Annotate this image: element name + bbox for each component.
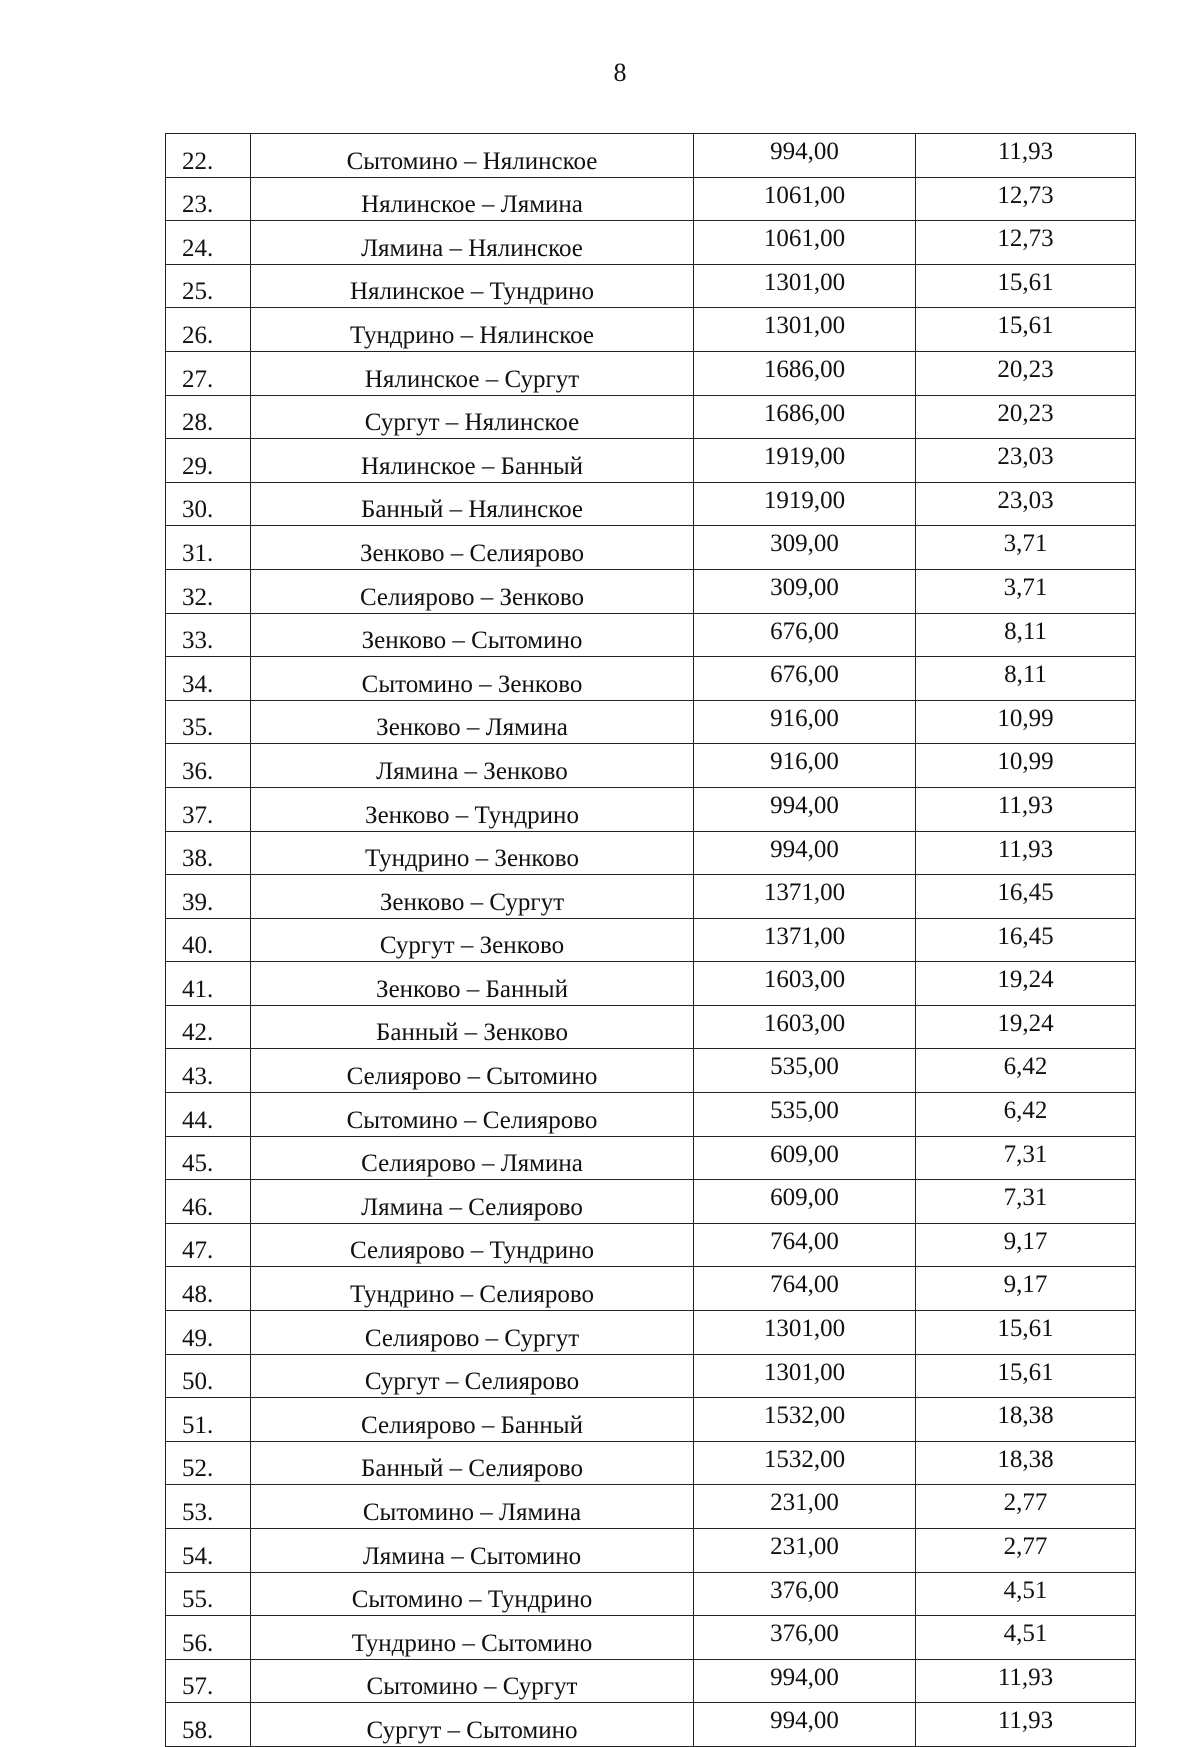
row-number-cell: 47. [166, 1223, 251, 1267]
route-name-cell: Тундрино – Селиярово [251, 1267, 694, 1311]
table-row [166, 439, 1136, 483]
table-row [166, 1354, 1136, 1398]
rate-value-cell: 20,23 [916, 351, 1136, 395]
route-name-cell: Лямина – Сытомино [251, 1529, 694, 1573]
table-row [166, 657, 1136, 701]
fare-value-cell: 994,00 [694, 1703, 916, 1747]
rate-value-cell: 16,45 [916, 918, 1136, 962]
row-number-cell: 56. [166, 1616, 251, 1660]
table-row [166, 1180, 1136, 1224]
route-name-cell: Сургут – Нялинское [251, 395, 694, 439]
route-name-cell: Банный – Нялинское [251, 482, 694, 526]
rate-value-cell: 11,93 [916, 134, 1136, 178]
table-row [166, 787, 1136, 831]
route-name-cell: Зенково – Тундрино [251, 787, 694, 831]
fare-value-cell: 535,00 [694, 1093, 916, 1137]
table-row [166, 1136, 1136, 1180]
fare-value-cell: 1919,00 [694, 439, 916, 483]
route-name-cell: Сургут – Зенково [251, 918, 694, 962]
route-name-cell: Банный – Селиярово [251, 1441, 694, 1485]
row-number-cell: 49. [166, 1311, 251, 1355]
table-row [166, 264, 1136, 308]
row-number-cell: 44. [166, 1093, 251, 1137]
rate-value-cell: 11,93 [916, 787, 1136, 831]
route-name-cell: Лямина – Нялинское [251, 221, 694, 265]
table-row [166, 1223, 1136, 1267]
fare-value-cell: 376,00 [694, 1616, 916, 1660]
route-name-cell: Сытомино – Лямина [251, 1485, 694, 1529]
route-name-cell: Зенково – Сургут [251, 875, 694, 919]
fare-value-cell: 994,00 [694, 1659, 916, 1703]
table-row [166, 221, 1136, 265]
fare-value-cell: 309,00 [694, 569, 916, 613]
row-number-cell: 27. [166, 351, 251, 395]
rate-value-cell: 19,24 [916, 962, 1136, 1006]
route-name-cell: Зенково – Банный [251, 962, 694, 1006]
fare-value-cell: 1301,00 [694, 1311, 916, 1355]
route-name-cell: Тундрино – Зенково [251, 831, 694, 875]
route-name-cell: Лямина – Зенково [251, 744, 694, 788]
row-number-cell: 24. [166, 221, 251, 265]
route-name-cell: Зенково – Сытомино [251, 613, 694, 657]
route-name-cell: Нялинское – Лямина [251, 177, 694, 221]
row-number-cell: 50. [166, 1354, 251, 1398]
row-number-cell: 37. [166, 787, 251, 831]
fare-value-cell: 1686,00 [694, 395, 916, 439]
fare-value-cell: 764,00 [694, 1223, 916, 1267]
route-name-cell: Селиярово – Зенково [251, 569, 694, 613]
rate-value-cell: 3,71 [916, 569, 1136, 613]
route-name-cell: Сургут – Селиярово [251, 1354, 694, 1398]
table-row [166, 1616, 1136, 1660]
fare-value-cell: 1532,00 [694, 1398, 916, 1442]
table-row [166, 744, 1136, 788]
rate-value-cell: 15,61 [916, 264, 1136, 308]
fare-value-cell: 764,00 [694, 1267, 916, 1311]
row-number-cell: 29. [166, 439, 251, 483]
rate-value-cell: 16,45 [916, 875, 1136, 919]
rate-value-cell: 7,31 [916, 1180, 1136, 1224]
rate-value-cell: 11,93 [916, 1703, 1136, 1747]
fare-value-cell: 1061,00 [694, 221, 916, 265]
rate-value-cell: 6,42 [916, 1049, 1136, 1093]
route-name-cell: Нялинское – Тундрино [251, 264, 694, 308]
route-name-cell: Тундрино – Нялинское [251, 308, 694, 352]
row-number-cell: 58. [166, 1703, 251, 1747]
row-number-cell: 45. [166, 1136, 251, 1180]
row-number-cell: 30. [166, 482, 251, 526]
row-number-cell: 41. [166, 962, 251, 1006]
row-number-cell: 23. [166, 177, 251, 221]
rate-value-cell: 4,51 [916, 1572, 1136, 1616]
fare-value-cell: 1301,00 [694, 1354, 916, 1398]
fare-value-cell: 1371,00 [694, 875, 916, 919]
rate-value-cell: 15,61 [916, 1354, 1136, 1398]
row-number-cell: 38. [166, 831, 251, 875]
table-row [166, 308, 1136, 352]
route-name-cell: Лямина – Селиярово [251, 1180, 694, 1224]
table-row [166, 1311, 1136, 1355]
row-number-cell: 22. [166, 134, 251, 178]
row-number-cell: 52. [166, 1441, 251, 1485]
route-name-cell: Нялинское – Банный [251, 439, 694, 483]
fare-value-cell: 994,00 [694, 787, 916, 831]
fare-value-cell: 994,00 [694, 831, 916, 875]
route-name-cell: Зенково – Селиярово [251, 526, 694, 570]
row-number-cell: 26. [166, 308, 251, 352]
row-number-cell: 43. [166, 1049, 251, 1093]
table-row [166, 1005, 1136, 1049]
row-number-cell: 54. [166, 1529, 251, 1573]
rate-value-cell: 4,51 [916, 1616, 1136, 1660]
table-row [166, 1572, 1136, 1616]
route-name-cell: Нялинское – Сургут [251, 351, 694, 395]
fare-value-cell: 1301,00 [694, 308, 916, 352]
row-number-cell: 36. [166, 744, 251, 788]
rate-value-cell: 6,42 [916, 1093, 1136, 1137]
rate-value-cell: 9,17 [916, 1267, 1136, 1311]
fare-value-cell: 231,00 [694, 1529, 916, 1573]
fare-value-cell: 676,00 [694, 657, 916, 701]
route-name-cell: Селиярово – Лямина [251, 1136, 694, 1180]
fare-value-cell: 676,00 [694, 613, 916, 657]
row-number-cell: 51. [166, 1398, 251, 1442]
rate-value-cell: 15,61 [916, 308, 1136, 352]
row-number-cell: 55. [166, 1572, 251, 1616]
rate-value-cell: 2,77 [916, 1529, 1136, 1573]
fare-value-cell: 535,00 [694, 1049, 916, 1093]
fare-value-cell: 994,00 [694, 134, 916, 178]
table-row [166, 1529, 1136, 1573]
table-row [166, 177, 1136, 221]
route-name-cell: Сытомино – Сургут [251, 1659, 694, 1703]
table-row [166, 700, 1136, 744]
table-row [166, 1267, 1136, 1311]
table-row [166, 1659, 1136, 1703]
table-row [166, 831, 1136, 875]
fare-value-cell: 1371,00 [694, 918, 916, 962]
row-number-cell: 35. [166, 700, 251, 744]
fare-value-cell: 309,00 [694, 526, 916, 570]
rate-value-cell: 10,99 [916, 700, 1136, 744]
table-row [166, 962, 1136, 1006]
rate-value-cell: 7,31 [916, 1136, 1136, 1180]
fares-table-body [166, 134, 1136, 1747]
route-name-cell: Селиярово – Банный [251, 1398, 694, 1442]
route-name-cell: Селиярово – Сытомино [251, 1049, 694, 1093]
rate-value-cell: 12,73 [916, 177, 1136, 221]
row-number-cell: 34. [166, 657, 251, 701]
row-number-cell: 40. [166, 918, 251, 962]
rate-value-cell: 12,73 [916, 221, 1136, 265]
route-name-cell: Сытомино – Нялинское [251, 134, 694, 178]
route-name-cell: Селиярово – Тундрино [251, 1223, 694, 1267]
table-row [166, 918, 1136, 962]
fare-value-cell: 916,00 [694, 700, 916, 744]
table-row [166, 569, 1136, 613]
table-row [166, 134, 1136, 178]
fare-value-cell: 376,00 [694, 1572, 916, 1616]
row-number-cell: 32. [166, 569, 251, 613]
rate-value-cell: 18,38 [916, 1398, 1136, 1442]
table-row [166, 613, 1136, 657]
fare-value-cell: 1301,00 [694, 264, 916, 308]
rate-value-cell: 18,38 [916, 1441, 1136, 1485]
fare-value-cell: 1061,00 [694, 177, 916, 221]
row-number-cell: 39. [166, 875, 251, 919]
route-name-cell: Зенково – Лямина [251, 700, 694, 744]
rate-value-cell: 11,93 [916, 831, 1136, 875]
table-row [166, 395, 1136, 439]
route-name-cell: Сытомино – Тундрино [251, 1572, 694, 1616]
route-name-cell: Банный – Зенково [251, 1005, 694, 1049]
route-name-cell: Сытомино – Селиярово [251, 1093, 694, 1137]
row-number-cell: 46. [166, 1180, 251, 1224]
fares-table [165, 133, 1136, 1747]
fare-value-cell: 609,00 [694, 1136, 916, 1180]
page-number: 8 [613, 58, 627, 87]
fare-value-cell: 1532,00 [694, 1441, 916, 1485]
table-row [166, 1093, 1136, 1137]
row-number-cell: 53. [166, 1485, 251, 1529]
fare-value-cell: 916,00 [694, 744, 916, 788]
row-number-cell: 33. [166, 613, 251, 657]
table-row [166, 1703, 1136, 1747]
fare-value-cell: 231,00 [694, 1485, 916, 1529]
fare-value-cell: 609,00 [694, 1180, 916, 1224]
route-name-cell: Селиярово – Сургут [251, 1311, 694, 1355]
fare-value-cell: 1603,00 [694, 962, 916, 1006]
rate-value-cell: 9,17 [916, 1223, 1136, 1267]
table-row [166, 1398, 1136, 1442]
fare-value-cell: 1686,00 [694, 351, 916, 395]
rate-value-cell: 10,99 [916, 744, 1136, 788]
table-row [166, 1441, 1136, 1485]
rate-value-cell: 23,03 [916, 482, 1136, 526]
row-number-cell: 25. [166, 264, 251, 308]
table-row [166, 351, 1136, 395]
rate-value-cell: 2,77 [916, 1485, 1136, 1529]
route-name-cell: Тундрино – Сытомино [251, 1616, 694, 1660]
table-row [166, 1485, 1136, 1529]
rate-value-cell: 11,93 [916, 1659, 1136, 1703]
rate-value-cell: 15,61 [916, 1311, 1136, 1355]
rate-value-cell: 8,11 [916, 613, 1136, 657]
table-row [166, 875, 1136, 919]
row-number-cell: 28. [166, 395, 251, 439]
rate-value-cell: 3,71 [916, 526, 1136, 570]
rate-value-cell: 20,23 [916, 395, 1136, 439]
row-number-cell: 31. [166, 526, 251, 570]
rate-value-cell: 8,11 [916, 657, 1136, 701]
fare-value-cell: 1603,00 [694, 1005, 916, 1049]
rate-value-cell: 23,03 [916, 439, 1136, 483]
fare-value-cell: 1919,00 [694, 482, 916, 526]
table-row [166, 1049, 1136, 1093]
table-row [166, 482, 1136, 526]
row-number-cell: 57. [166, 1659, 251, 1703]
route-name-cell: Сытомино – Зенково [251, 657, 694, 701]
table-row [166, 526, 1136, 570]
row-number-cell: 48. [166, 1267, 251, 1311]
rate-value-cell: 19,24 [916, 1005, 1136, 1049]
route-name-cell: Сургут – Сытомино [251, 1703, 694, 1747]
row-number-cell: 42. [166, 1005, 251, 1049]
